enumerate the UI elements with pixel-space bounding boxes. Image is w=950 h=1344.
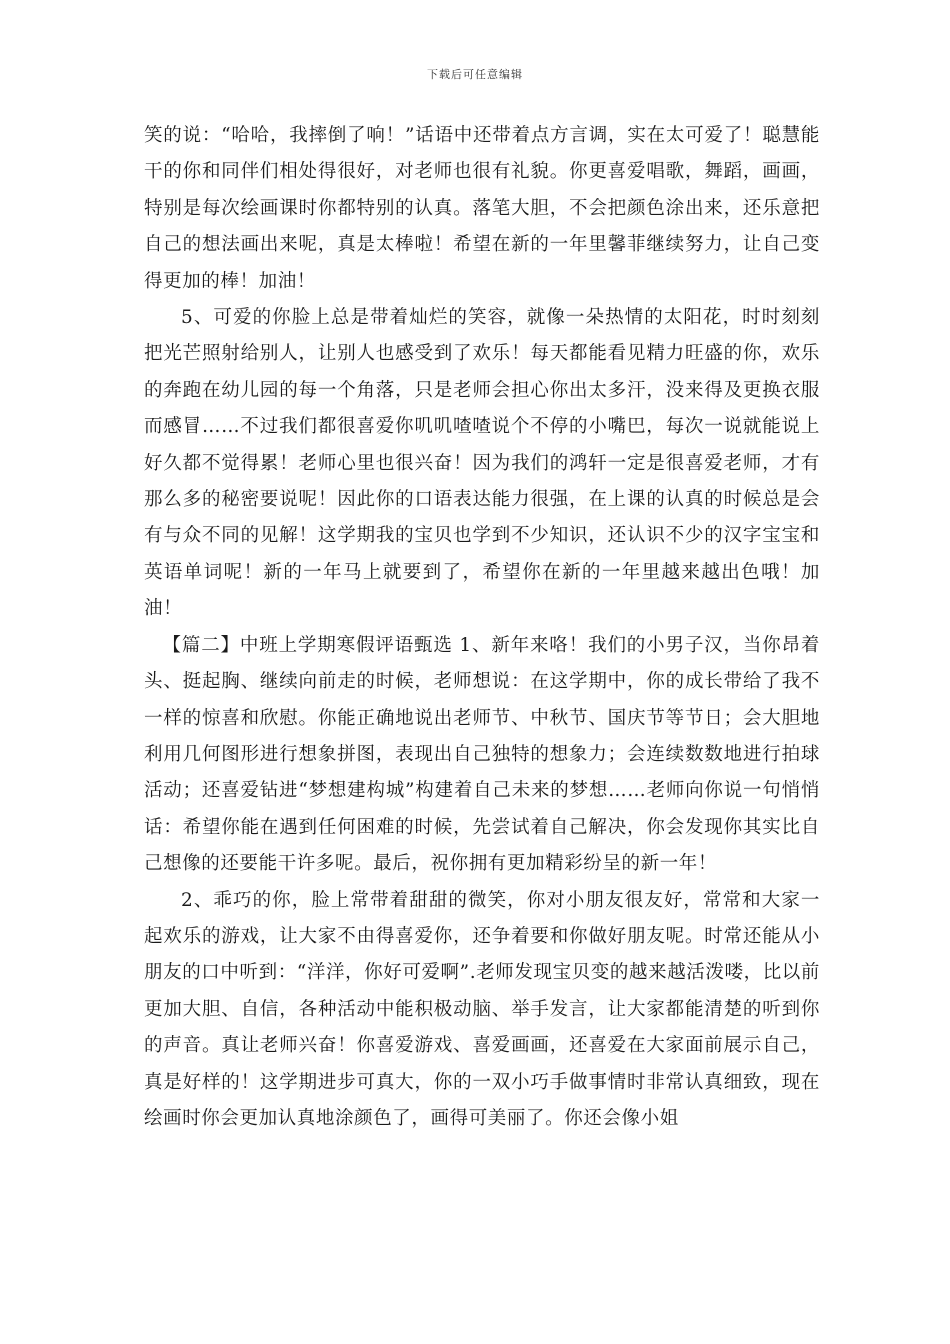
paragraph-comment-2: 2、乖巧的你，脸上常带着甜甜的微笑，你对小朋友很友好，常常和大家一起欢乐的游戏，让大家不由得喜爱你，还争着要和你做好朋友呢。时常还能从小朋友的口中听到：“洋洋，你好可爱啊”.老师发现宝贝变的越来越活泼喽，比以前更加大胆、自信，各种活动中能积极动脑、举手发言，让大家都能清楚的听到你的声音。真让老师兴奋！你喜爱游戏、喜爱画画，还喜爱在大家面前展示自己，真是好样的！这学期进步可真大，你的一双小巧手做事情时非常认真细致，现在绘画时你会更加认真地涂颜色了，画得可美丽了。你还会像小姐 (144, 889, 820, 1129)
paragraph-continued: 笑的说：“哈哈，我摔倒了响！”话语中还带着点方言调，实在太可爱了！聪慧能干的你和同伴们相处得很好，对老师也很有礼貌。你更喜爱唱歌，舞蹈，画画，特别是每次绘画课时你都特别的认真。落笔大胆，不会把颜色涂出来，还乐意把自己的想法画出来呢，真是太棒啦！希望在新的一年里馨菲继续努力，让自己变得更加的棒！加油！ (144, 125, 820, 292)
header-note: 下载后可任意编辑 (427, 68, 523, 81)
paragraph-section-two: 【篇二】中班上学期寒假评语甄选 1、新年来咯！我们的小男子汉，当你昂着头、挺起胸、继续向前走的时候，老师想说：在这学期中，你的成长带给了我不一样的惊喜和欣慰。你能正确地说出老师节、中秋节、国庆节等节日；会大胆地利用几何图形进行想象拼图，表现出自己独特的想象力；会连续数数地进行拍球活动；还喜爱钻进“梦想建构城”构建着自己未来的梦想……老师向你说一句悄悄话：希望你能在遇到任何困难的时候，先尝试着自己解决，你会发现你其实比自己想像的还要能干许多呢。最后，祝你拥有更加精彩纷呈的新一年！ (144, 634, 820, 875)
paragraph-comment-5: 5、可爱的你脸上总是带着灿烂的笑容，就像一朵热情的太阳花，时时刻刻把光芒照射给别人，让别人也感受到了欢乐！每天都能看见精力旺盛的你，欢乐的奔跑在幼儿园的每一个角落，只是老师会担心你出太多汗，没来得及更换衣服而感冒……不过我们都很喜爱你叽叽喳喳说个不停的小嘴巴，每次一说就能说上好久都不觉得累！老师心里也很兴奋！因为我们的鸿轩一定是很喜爱老师，才有那么多的秘密要说呢！因此你的口语表达能力很强，在上课的认真的时候总是会有与众不同的见解！这学期我的宝贝也学到不少知识，还认识不少的汉字宝宝和英语单词呢！新的一年马上就要到了，希望你在新的一年里越来越出色哦！加油！ (144, 307, 820, 620)
document-body (144, 118, 820, 1137)
